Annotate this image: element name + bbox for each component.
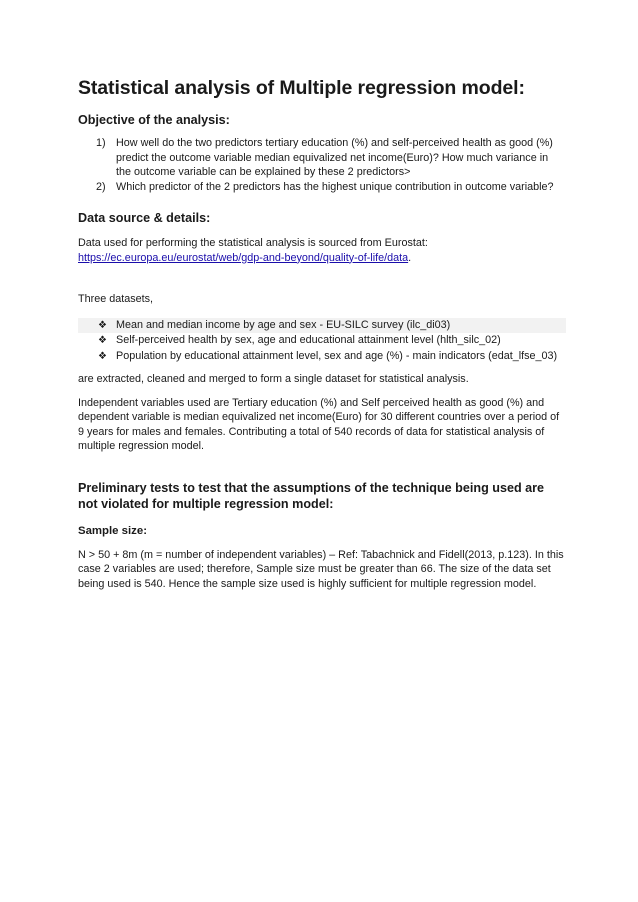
dataset-text: Population by educational attainment level, sex and age (%) - main indicators (edat_lfse_03) <box>116 349 558 362</box>
objective-text: Which predictor of the 2 predictors has the highest unique contribution in outcome variable? <box>116 180 554 193</box>
objective-list <box>78 136 566 194</box>
data-source-paragraph <box>78 236 566 265</box>
data-source-heading: Data source & details: <box>78 211 211 225</box>
dataset-item <box>78 318 566 334</box>
variables-paragraph: Independent variables used are Tertiary education (%) and Self perceived health as good (%) and dependent variable is median equivalized net income(Euro) for 30 different countries over a period of 9 years for males and females. Contributing a total of 540 records of data for statistical analysis of multiple regression model. <box>78 396 560 452</box>
sample-size-heading: Sample size: <box>78 524 148 537</box>
sample-size-text-b: . In this case 2 variables are used; therefore, Sample size must be greater than 66. The size of the data set being used is 540. Hence the sample size used is highly sufficient for multiple regression model. <box>78 548 564 590</box>
datasets-after-text: are extracted, cleaned and merged to form a single dataset for statistical analysis. <box>78 373 469 385</box>
objective-heading: Objective of the analysis: <box>78 113 230 127</box>
objective-item <box>78 180 566 195</box>
dataset-text: Mean and median income by age and sex - EU-SILC survey (ilc_di03) <box>116 318 451 331</box>
dataset-item <box>78 349 566 365</box>
data-source-text: Data used for performing the statistical analysis is sourced from Eurostat: <box>78 237 428 249</box>
document-body <box>78 76 566 591</box>
diamond-bullet-icon: ❖ <box>98 335 107 346</box>
preliminary-heading: Preliminary tests to test that the assumptions of the technique being used are not violated for multiple regression model: <box>78 480 545 511</box>
sample-size-paragraph <box>78 548 566 592</box>
diamond-bullet-icon: ❖ <box>98 350 107 362</box>
objective-item <box>78 136 566 180</box>
document-title: Statistical analysis of Multiple regression model: <box>78 77 525 99</box>
objective-number: 1) <box>96 137 106 149</box>
datasets-list <box>78 318 566 365</box>
dataset-text: Self-perceived health by sex, age and educational attainment level (hlth_silc_02) <box>116 334 501 346</box>
objective-number: 2) <box>96 180 106 193</box>
sample-size-text-a: N > 50 + 8m (m = number of independent variables) – Ref: Tabachnick and Fidell(2013, p.123) <box>78 548 529 561</box>
dataset-item <box>78 333 566 349</box>
datasets-intro: Three datasets, <box>78 293 154 305</box>
objective-text: How well do the two predictors tertiary education (%) and self-perceived health as good (%) predict the outcome variable median equivalized net income(Euro)? How much variance in the outcome variable can be explained by these 2 predictors> <box>116 137 553 178</box>
diamond-bullet-icon: ❖ <box>98 319 107 331</box>
eurostat-link[interactable]: https://ec.europa.eu/eurostat/web/gdp-and-beyond/quality-of-life/data <box>78 251 409 264</box>
link-suffix: . <box>408 251 412 264</box>
